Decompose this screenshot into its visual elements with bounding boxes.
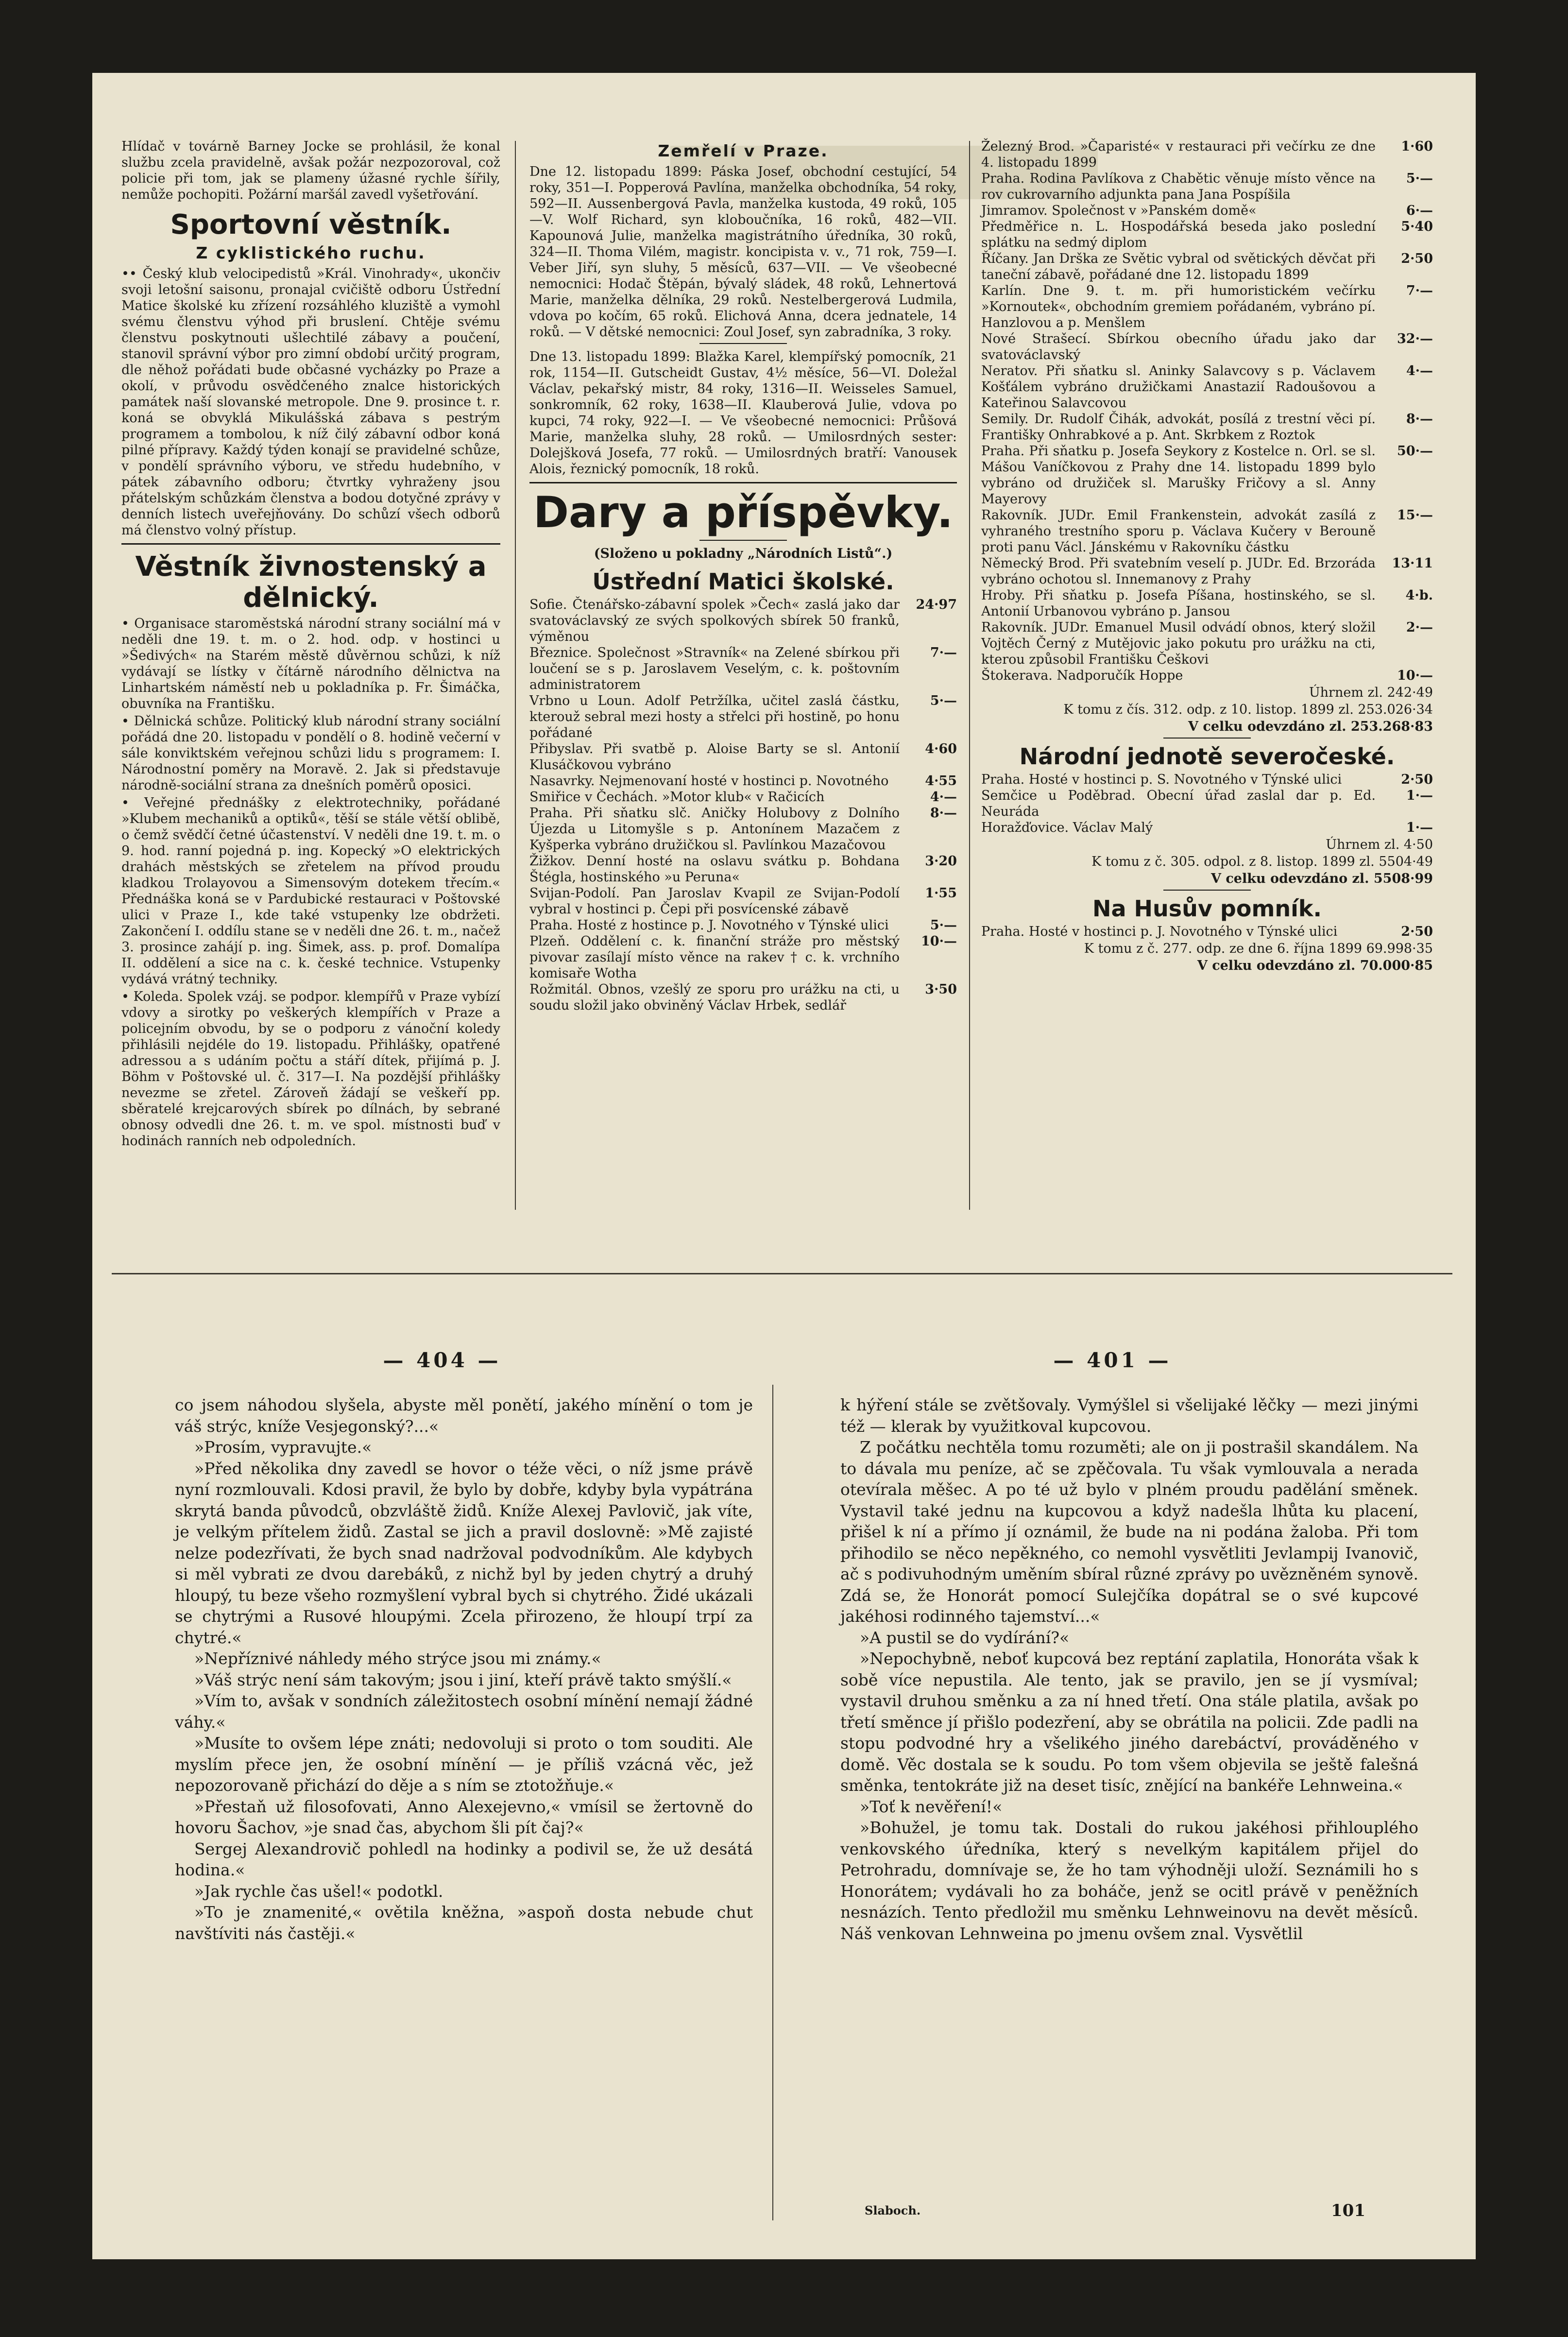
- donation-entry: [981, 331, 1433, 363]
- donation-entry: [529, 917, 957, 933]
- footer-sheet-number: 101: [1331, 2201, 1365, 2220]
- donation-text: Rožmitál. Obnos, vzešlý ze sporu pro urážku na cti, u soudu složil jako obviněný Václav Hrbek, sedlář: [529, 982, 900, 1013]
- hus-heading: Na Husův pomník.: [1092, 895, 1322, 922]
- donation-entry: [981, 283, 1433, 331]
- donation-entry: [981, 443, 1433, 507]
- subtotal: Úhrnem zl. 242·49: [1309, 685, 1433, 700]
- divider: [1163, 738, 1251, 739]
- donation-text: Rakovník. JUDr. Emanuel Musil odvádí obnos, který složil Vojtěch Černý z Mutějovic jako pokutu pro urážku na cti, kterou způsobil Františku Češkovi: [981, 620, 1376, 667]
- novel-paragraph: »Nepříznivé náhledy mého strýce jsou mi známy.«: [194, 1649, 601, 1668]
- novel-right-page: [840, 1394, 1418, 1944]
- donation-entry: [981, 555, 1433, 587]
- donation-list: [981, 772, 1433, 836]
- donation-amount: 3·50: [925, 982, 957, 997]
- donation-amount: 1·55: [925, 886, 957, 901]
- donation-entry: [981, 668, 1433, 684]
- donation-text: Žižkov. Denní hosté na oslavu svátku p. Bohdana Štégla, hostinského »u Peruna«: [529, 854, 900, 885]
- donation-entry: [981, 363, 1433, 411]
- donation-amount: 5·—: [1406, 171, 1433, 186]
- donation-text: Praha. Hosté z hostince p. J. Novotného v Týnské ulici: [529, 918, 889, 933]
- donation-entry: [981, 507, 1433, 555]
- donation-entry: [981, 251, 1433, 283]
- donation-text: Horažďovice. Václav Malý: [981, 820, 1153, 835]
- column-rule: [969, 141, 970, 1210]
- donation-entry: [529, 597, 957, 645]
- trade-news-item: • Organisace staroměstská národní strany sociální má v neděli dne 19. t. m. o 2. hod. odp. v hostinci u »Šedivých« na Starém městě důvěrnou schůzi, k níž vydávají se lístky v čítárně národního dělnictva na Linhartském náměstí neb u pokladníka p. Fr. Šimáčka, obuvníka na Františku.: [121, 616, 500, 711]
- divider: [121, 543, 500, 545]
- donation-text: Semčice u Poděbrad. Obecní úřad zaslal dar p. Ed. Neuráda: [981, 788, 1376, 819]
- deaths-nov-12: Dne 12. listopadu 1899: Páska Josef, obchodní cestující, 54 roky, 351—I. Popperová Pavlína, manželka obchodníka, 54 roky, 592—II. Aussenbergová Pavla, manželka kustoda, 49 roků, 105—V. Wolf Richard, syn kloboučníka, 16 roků, 482—VII. Kapounová Julie, manželka magistrátního úředníka, 30 roků, 324—II. Thoma Vilém, magistr. koncipista v. v., 71 rok, 759—I. Veber Jiří, syn sluhy, 5 měsíců, 637—VII. — Ve všeobecné nemocnici: Hodač Štěpán, bývalý sládek, 48 roků, Lehnertová Marie, manželka dělníka, 29 roků. Nestelbergerová Ludmila, vdova po kočím, 65 roků. Elichová Anna, dcera jednatele, 14 roků. — V dětské nemocnici: Zoul Josef, syn zabradníka, 3 roky.: [529, 164, 957, 340]
- donation-entry: [529, 805, 957, 853]
- donation-amount: 1·—: [1406, 820, 1433, 835]
- donation-amount: 2·50: [1401, 251, 1433, 266]
- donation-amount: 32·—: [1397, 331, 1433, 346]
- subtotal: Úhrnem zl. 4·50: [1326, 837, 1433, 852]
- column-3: [981, 138, 1433, 975]
- donation-amount: 5·40: [1401, 219, 1433, 234]
- donation-entry: [529, 645, 957, 693]
- donation-entry: [529, 885, 957, 917]
- novel-paragraph: co jsem náhodou slyšela, abyste měl ponětí, jakého mínění o tom je váš strýc, kníže Vesjegonský?...«: [175, 1395, 753, 1436]
- severo-heading: Národní jednotě severočeské.: [1019, 743, 1395, 770]
- donation-text: Březnice. Společnost »Stravník« na Zelené sbírkou při loučení se s p. Jaroslavem Veselým, c. k. poštovním administratorem: [529, 645, 900, 692]
- donation-text: Praha. Rodina Pavlíkova z Chabětic věnuje místo věnce na rov cukrovarního adjunkta pana Jana Pospíšila: [981, 171, 1376, 202]
- donation-text: Vrbno u Loun. Adolf Petržílka, učitel zaslá částku, kterouž sebral mezi hosty a střelci při hostině, po honu pořádané: [529, 693, 900, 740]
- donation-text: Praha. Hosté v hostinci p. J. Novotného v Týnské ulici: [981, 924, 1338, 939]
- donation-text: Říčany. Jan Drška ze Světic vybral od světických děvčat při taneční zábavě, pořádané dne 12. listopadu 1899: [981, 251, 1376, 282]
- section-rule: [112, 1273, 1452, 1274]
- donation-amount: 4·60: [925, 741, 957, 756]
- donation-entry: [529, 789, 957, 805]
- donation-amount: 7·—: [1406, 283, 1433, 298]
- donation-amount: 4·—: [1406, 363, 1433, 378]
- column-rule: [515, 141, 516, 1210]
- donation-amount: 10·—: [921, 934, 957, 949]
- donation-amount: 4·b.: [1405, 588, 1433, 603]
- donation-text: Svijan-Podolí. Pan Jaroslav Kvapil ze Svijan-Podolí vybral v hostinci p. Čepi při posvícenské zábavě: [529, 886, 900, 917]
- donation-entry: [981, 138, 1433, 171]
- donation-entry: [981, 619, 1433, 668]
- donation-entry: [981, 411, 1433, 443]
- donation-entry: [981, 924, 1433, 940]
- novel-paragraph: Sergej Alexandrovič pohledl na hodinky a podivil se, že už desátá hodina.«: [175, 1839, 753, 1879]
- donation-text: Karlín. Dne 9. t. m. při humoristickém večírku »Kornoutek«, obchodním gremiem pořádaném, vybráno pí. Hanzlovou a p. Menšlem: [981, 283, 1376, 330]
- donation-amount: 24·97: [916, 597, 957, 612]
- novel-paragraph: »Váš strýc není sám takovým; jsou i jiní, kteří právě takto smýšlí.«: [194, 1670, 732, 1689]
- donation-text: Smiřice v Čechách. »Motor klub« v Račicích: [529, 790, 825, 805]
- donation-amount: 5·—: [930, 693, 957, 708]
- donation-list: [981, 924, 1433, 940]
- donation-text: Štokerava. Nadporučík Hoppe: [981, 668, 1183, 683]
- footer-author: Slaboch.: [865, 2203, 921, 2217]
- donation-text: Neratov. Při sňatku sl. Aninky Salavcovy s p. Václavem Košťálem vybráno družičkami Anastazií Radoušovou a Kateřinou Salavcovou: [981, 363, 1376, 411]
- novel-paragraph: »Musíte to ovšem lépe znáti; nedovoluji si proto o tom souditi. Ale myslím přece jen, že osobní mínění — je příliš vzácná věc, jež nepozorovaně přichází do děje a s ním se ztotožňuje.«: [175, 1734, 753, 1795]
- sport-subheading: Z cyklistického ruchu.: [196, 243, 426, 262]
- donation-amount: 10·—: [1397, 668, 1433, 683]
- donation-text: Praha. Při sňatku p. Josefa Seykory z Kostelce n. Orl. se sl. Mášou Vaníčkovou z Prahy dne 14. listopadu 1899 bylo vybráno od družiček sl. Marušky Fričovy a sl. Anny Mayerovy: [981, 444, 1376, 507]
- novel-paragraph: »Přestaň už filosofovati, Anno Alexejevno,« vmísil se žertovně do hovoru Šachov, »je snad čas, abychom šli pít čaj?«: [175, 1797, 753, 1837]
- deaths-nov-13: Dne 13. listopadu 1899: Blažka Karel, klempířský pomocník, 21 rok, 1154—II. Gutscheidt Gustav, 4½ měsíce, 56—VI. Doležal Václav, pekařský mistr, 84 roky, 1316—II. Weisseles Samuel, sonkromník, 62 roky, 1638—II. Klauberová Julie, vdova po kupci, 74 roky, 922—I. — Ve všeobecné nemocnici: Průšová Marie, manželka sluhy, 28 roků. — Umilosrdných sester: Dolejšková Josefa, 77 roků. — Umilosrdných bratří: Vanousek Alois, řeznický pomocník, 18 roků.: [529, 349, 957, 477]
- carried-over: K tomu z čís. 312. odp. z 10. listop. 1899 zl. 253.026·34: [1063, 702, 1433, 717]
- page-gutter: [772, 1385, 773, 2220]
- donation-text: Jimramov. Společnost v »Panském domě«: [981, 203, 1257, 218]
- divider: [699, 343, 787, 344]
- donation-amount: 1·60: [1401, 139, 1433, 154]
- donation-entry: [981, 788, 1433, 820]
- donation-amount: 2·50: [1401, 924, 1433, 939]
- donation-amount: 15·—: [1397, 508, 1433, 523]
- carried-over: K tomu z č. 277. odp. ze dne 6. října 1899 69.998·35: [1084, 941, 1433, 956]
- donation-text: Přibyslav. Při svatbě p. Aloise Barty se sl. Antonií Klusáčkovou vybráno: [529, 741, 900, 773]
- donation-amount: 1·—: [1406, 788, 1433, 803]
- matice-heading: Ústřední Matici školské.: [592, 568, 894, 595]
- donation-text: Semily. Dr. Rudolf Čihák, advokát, posílá z trestní věci pí. Františky Onhrabkové a p. Ant. Skrbkem z Roztok: [981, 412, 1376, 443]
- donation-amount: 5·—: [930, 918, 957, 933]
- novel-paragraph: »Jak rychle čas ušel!« podotkl.: [194, 1881, 443, 1901]
- donation-text: Hroby. Při sňatku p. Josefa Píšana, hostinského, se sl. Antonií Urbanovou vybráno p. Jansou: [981, 588, 1376, 619]
- donation-text: Praha. Hosté v hostinci p. S. Novotného v Týnské ulici: [981, 772, 1342, 787]
- column-2: [529, 138, 957, 1014]
- fire-report: Hlídač v továrně Barney Jocke se prohlásil, že konal službu zcela pravidelně, avšak požár nezpozoroval, což policie při tom, jak se plameny úžasné rychle šířily, nemůže pochopiti. Požární maršál zavedl vyšetřování.: [121, 139, 500, 202]
- donation-amount: 50·—: [1397, 444, 1433, 459]
- donation-entry: [529, 933, 957, 981]
- left-page-number: — 404 —: [383, 1348, 501, 1372]
- donation-entry: [529, 773, 957, 789]
- grand-total: V celku odevzdáno zl. 253.268·83: [1188, 719, 1433, 734]
- trade-news-item: • Koleda. Spolek vzáj. se podpor. klempířů v Praze vybízí vdovy a sirotky po veškerých klempířích v Praze a policejním obvodu, by se o podporu z vánoční koledy přihlásili nejdéle do 19. listopadu. Přihlášky, opatřené adressou a s udáním počtu a stáří dítek, přijímá p. J. Böhm v Poštovské ul. č. 317—I. Na pozdější přihlášky nevezme se zřetel. Zároveň žádají se veškeří pp. sběratelé krejcarových sbírek po dílnách, by sebrané obnosy odvedli dne 26. t. m. ve spol. místnosti buď v hodinách ranních neb odpoledních.: [121, 989, 500, 1149]
- column-1: [121, 138, 500, 1151]
- cycling-club-article: •• Český klub velocipedistů »Král. Vinohrady«, ukončiv svoji letošní saisonu, pronajal cvičiště odboru Ústřední Matice školské ku zřízení rozsáhlého kluziště a vymohl svému členstvu výhod při bruslení. Chtěje svému členstvu poskytnouti ušlechtilé zábavy a poučení, stanovil správní výbor pro zimní období určitý program, dle něhož pořádati bude občasné vycházky po Praze a okolí, v průvodu osvědčeného znalce historických památek naší slovanské metropole. Dne 9. prosince t. r. koná se obvyklá Mikulášská zábava s pestrým programem a tombolou, k níž čilý zábavní odbor koná pilné přípravy. Každý týden konají se pravidelné schůze, v pondělí správního výboru, ve středu hudebního, v pátek zábavního odboru; čtvrtky vyhraženy jsou přátelským schůzkám členstva a bodou dotyčné zprávy v denních listech uveřejňovány. Do schůzí všech odborů má členstvo volný přístup.: [121, 266, 500, 538]
- donation-amount: 8·—: [1406, 412, 1433, 427]
- donation-entry: [981, 772, 1433, 788]
- donation-text: Nové Strašecí. Sbírkou obecního úřadu jako dar svatováclavský: [981, 331, 1376, 362]
- donation-amount: 13·11: [1392, 556, 1433, 571]
- novel-paragraph: »Prosím, vypravujte.«: [194, 1438, 372, 1457]
- novel-paragraph: »Nepochybně, neboť kupcová bez reptání zaplatila, Honoráta však k sobě více nepustila. Ale tento, jak se pravilo, jen se jí vysmíval; vystavil druhou směnku a za ní hned třetí. Ona stále platila, avšak po třetí směnce jí přišlo podezření, aby se obrátila na policii. Zde padli na stopu podvodné hry a všelikého jiného darebáctví, prováděného v domě. Věc dostala se k soudu. Po tom všem objevila se ještě falešná směnka, tentokráte již na deset tisíc, znějící na bankéře Lehnweina.«: [840, 1649, 1418, 1795]
- gifts-heading: Dary a příspěvky.: [533, 487, 954, 537]
- donation-text: Sofie. Čtenářsko-zábavní spolek »Čech« zaslá jako dar svatováclavský ze svých spolkových sbírek 50 franků, výměnou: [529, 597, 900, 644]
- deaths-heading: Zemřelí v Praze.: [658, 141, 829, 160]
- novel-paragraph: »Bohužel, je tomu tak. Dostali do rukou jakéhosi přihlouplého venkovského úředníka, který s nevelkým kapitálem přijel do Petrohradu, domnívaje se, že ho tam výhodněji uloží. Seznámili ho s Honorátem; vydávali ho za boháče, jenž se ocitl právě v peněžních nesnázích. Tento předložil mu směnku Lehnweinovu na devět měsíců. Náš venkovan Lehnweina po jmenu ovšem znal. Vysvětlil: [840, 1818, 1418, 1943]
- donation-entry: [529, 693, 957, 741]
- gifts-note: (Složeno u pokladny „Národních Listů“.): [594, 546, 893, 561]
- divider: [529, 482, 957, 483]
- donation-text: Rakovník. JUDr. Emil Frankenstein, advokát zasílá z vyhraného trestního sporu p. Václava Kučery v Berouně proti panu Václ. Jánskému v Rakovníku částku: [981, 508, 1376, 555]
- donation-amount: 3·20: [925, 854, 957, 869]
- donation-text: Plzeň. Oddělení c. k. finanční stráže pro městský pivovar zasílají místo věnce na rakev † c. k. vrchního komisaře Wotha: [529, 934, 900, 981]
- grand-total: V celku odevzdáno zl. 5508·99: [1211, 871, 1433, 886]
- novel-paragraph: »A pustil se do vydírání?«: [860, 1628, 1070, 1647]
- donation-text: Předměřice n. L. Hospodářská beseda jako poslední splátku na sedmý diplom: [981, 219, 1376, 250]
- donation-amount: 7·—: [930, 645, 957, 660]
- novel-paragraph: Z počátku nechtěla tomu rozuměti; ale on ji postrašil skandálem. Na to dávala mu peníze, ač se zpěčovala. Tu však vymlouvala a nerada otevírala měšec. A po té už bylo v plném proudu padělání směnek. Vystavil také jednu na kupcovou a když nadešla lhůta ku placení, přišel k ní a přímo jí oznámil, že bude na ni podána žaloba. Při tom přihodilo se něco nepěkného, co nemohl vysvětliti Jevlampij Ivanovič, ač s podivuhodným uměním sbíral různé zprávy po uvězněném synově. Zdá se, že Honorát pomocí Sulejčíka dopátral se o své kupcové jakéhosi rodinného tajemství...«: [840, 1438, 1418, 1626]
- trade-news-item: • Dělnická schůze. Politický klub národní strany sociální pořádá dne 20. listopadu v pondělí o 8. hodině večerní v sále konviktském veřejnou schůzi lidu s programem: I. Národnostní poměry na Moravě. 2. Jak si představuje národně-sociální strana za dnešních poměrů oposici.: [121, 714, 500, 793]
- novel-paragraph: »To je znamenité,« ovětila kněžna, »aspoň dosta nebude chut navštíviti nás častěji.«: [175, 1903, 753, 1943]
- divider: [699, 540, 787, 541]
- donation-list: [529, 597, 957, 1014]
- novel-left-page: [175, 1394, 753, 1944]
- donation-entry: [981, 203, 1433, 219]
- donation-entry: [529, 741, 957, 773]
- sport-heading: Sportovní věstník.: [170, 209, 452, 241]
- right-page-number: — 401 —: [1053, 1348, 1172, 1372]
- donation-entry: [981, 219, 1433, 251]
- grand-total: V celku odevzdáno zl. 70.000·85: [1197, 958, 1433, 973]
- donation-list: [981, 138, 1433, 684]
- donation-entry: [529, 853, 957, 885]
- donation-amount: 2·—: [1406, 620, 1433, 635]
- divider: [1163, 890, 1251, 891]
- donation-text: Nasavrky. Nejmenovaní hosté v hostinci p. Novotného: [529, 773, 889, 789]
- novel-paragraph: »Vím to, avšak v sondních záležitostech osobní mínění nemají žádné váhy.«: [175, 1691, 753, 1732]
- trade-news-item: • Veřejné přednášky z elektrotechniky, pořádané »Klubem mechaniků a optiků«, těší se stále větší oblibě, o čemž svědčí četné účastenství. V neděli dne 19. t. m. o 9. hod. ranní pojedná p. ing. Kopecký »O elektrických drahách městských se zřetelem na přívod proudu kladkou Trolayovou a Simensovým dotekem třecím.« Přednáška koná se v Pardubické restauraci v Poštovské ulici v Praze I., kde také vstupenky lze obdržeti. Zakončení I. oddílu stane se v neděli dne 26. t. m., načež 3. prosince zahájí p. ing. Šimek, ass. p. prof. Domalípa II. oddělení a sice na c. k. české technice. Vstupenky vydává vrátný techniky.: [121, 795, 500, 987]
- carried-over: K tomu z č. 305. odpol. z 8. listop. 1899 zl. 5504·49: [1091, 854, 1433, 869]
- trade-heading: Věstník živnostenský a dělnický.: [135, 551, 487, 614]
- donation-entry: [981, 171, 1433, 203]
- novel-paragraph: »Před několika dny zavedl se hovor o téže věci, o níž jsme právě nyní rozmlouvali. Kdosi pravil, že bylo by dobře, kdyby byla vypátrána skrytá banda původců, obzvláště židů. Kníže Alexej Pavlovič, jak víte, je velkým přítelem židů. Zastal se jich a pravil doslovně: »Mě zajisté nelze podezřívati, že bych snad nadržoval podvodníkům. Ale kdybych si měl vybrati ze dvou darebáků, z nichž byl by jeden chytrý a druhý hloupý, tu beze všeho rozmyšlení vybral bych si chytrého. Židé ukázali se chytrými a Rusové hloupými. Zcela přirozeno, že hloupí trpí za chytré.«: [175, 1459, 753, 1647]
- donation-entry: [981, 587, 1433, 619]
- donation-amount: 6·—: [1406, 203, 1433, 218]
- donation-entry: [529, 981, 957, 1014]
- donation-text: Německý Brod. Při svatebním veselí p. JUDr. Ed. Brzoráda vybráno ochotou sl. Innemanovy z Prahy: [981, 556, 1376, 587]
- donation-text: Praha. Při sňatku slč. Aničky Holubovy z Dolního Újezda u Litomyšle s p. Antonínem Mazačem z Kyšperka vybráno družičkou sl. Pavlínkou Mazačovou: [529, 806, 900, 853]
- donation-amount: 8·—: [930, 806, 957, 821]
- novel-paragraph: »Toť k nevěření!«: [860, 1797, 1003, 1816]
- donation-amount: 4·—: [930, 790, 957, 805]
- donation-text: Železný Brod. »Čaparisté« v restauraci při večírku ze dne 4. listopadu 1899: [981, 139, 1376, 170]
- newspaper-page: [92, 73, 1476, 2259]
- trade-news-list: [121, 616, 500, 1149]
- donation-amount: 4·55: [925, 773, 957, 789]
- donation-entry: [981, 820, 1433, 836]
- novel-paragraph: k hýření stále se zvětšovaly. Vymýšlel si všelijaké lěčky — mezi jinými též — klerak by využitkoval kupcovou.: [840, 1395, 1418, 1436]
- donation-amount: 2·50: [1401, 772, 1433, 787]
